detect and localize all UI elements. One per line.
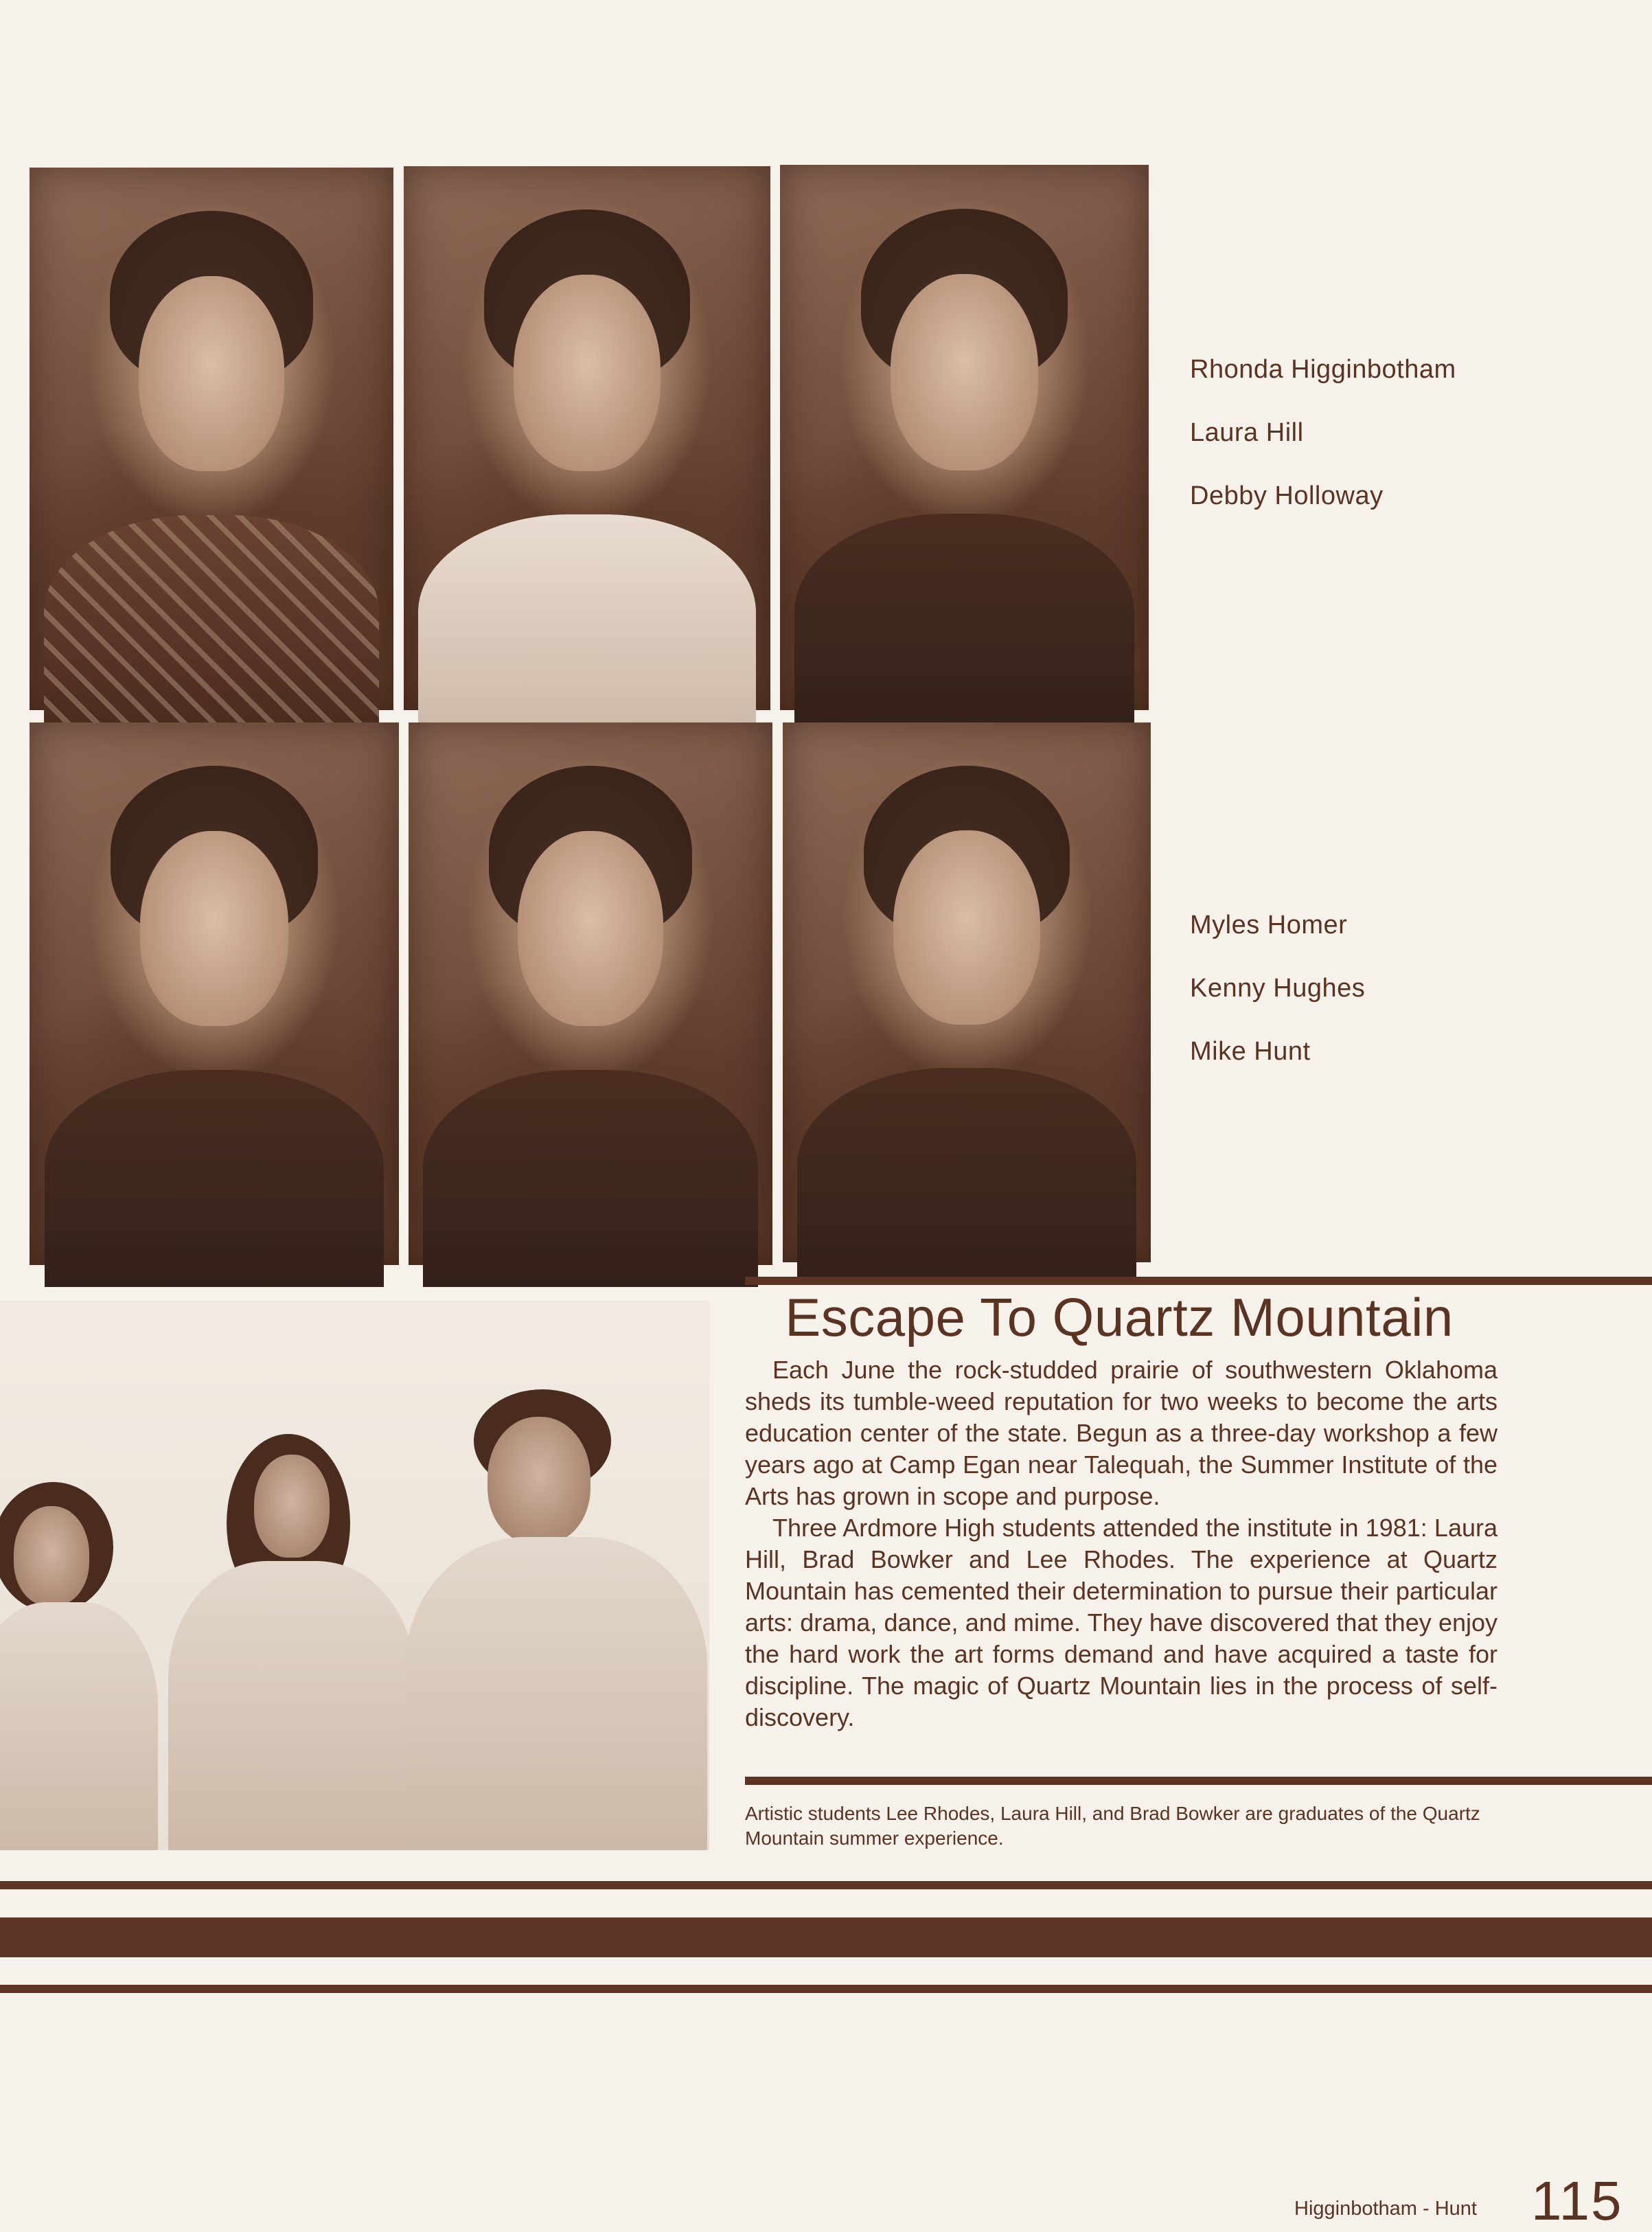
- portrait-laura-hill: [404, 166, 770, 710]
- photo-caption: Artistic students Lee Rhodes, Laura Hill, and Brad Bowker are graduates of the Quartz Mountain summer experience.: [745, 1803, 1480, 1849]
- decorative-rule-thick: [0, 1917, 1652, 1957]
- folio-label: Higginbotham - Hunt: [1294, 2198, 1477, 2220]
- name-mike-hunt: Mike Hunt: [1190, 1037, 1311, 1066]
- decorative-rule-thin-2: [0, 1985, 1652, 1993]
- portrait-myles-homer: [30, 722, 399, 1265]
- group-photo: [0, 1300, 709, 1850]
- name-rhonda-higginbotham: Rhonda Higginbotham: [1190, 355, 1456, 384]
- name-laura-hill: Laura Hill: [1190, 418, 1304, 447]
- portrait-kenny-hughes: [409, 722, 772, 1265]
- article-headline: Escape To Quartz Mountain: [785, 1287, 1454, 1347]
- decorative-rule-thin-1: [0, 1881, 1652, 1889]
- article-bottom-rule: [745, 1777, 1652, 1785]
- article-body: [745, 1354, 1498, 1733]
- article-paragraph: Three Ardmore High students attended the institute in 1981: Laura Hill, Brad Bowker and Lee Rhodes. The experience at Quartz Mountain has cemented their determination to pursue their particular arts: drama, dance, and mime. They have discovered that they enjoy the hard work the art forms demand and have acquired a taste for discipline. The magic of Quartz Mountain lies in the process of self-discovery.: [745, 1514, 1498, 1731]
- name-debby-holloway: Debby Holloway: [1190, 481, 1384, 510]
- name-kenny-hughes: Kenny Hughes: [1190, 974, 1366, 1003]
- portrait-debby-holloway: [780, 165, 1149, 710]
- article-top-rule: [745, 1277, 1652, 1285]
- name-myles-homer: Myles Homer: [1190, 911, 1348, 940]
- article-paragraph: Each June the rock-studded prairie of southwestern Oklahoma sheds its tumble-weed reputation for two weeks to become the arts education center of the state. Begun as a three-day workshop a few years ago at Camp Egan near Talequah, the Summer Institute of the Arts has grown in scope and purpose.: [745, 1356, 1498, 1510]
- portrait-mike-hunt: [783, 722, 1151, 1262]
- page-number: 115: [1531, 2170, 1623, 2231]
- portrait-rhonda-higginbotham: [30, 168, 393, 710]
